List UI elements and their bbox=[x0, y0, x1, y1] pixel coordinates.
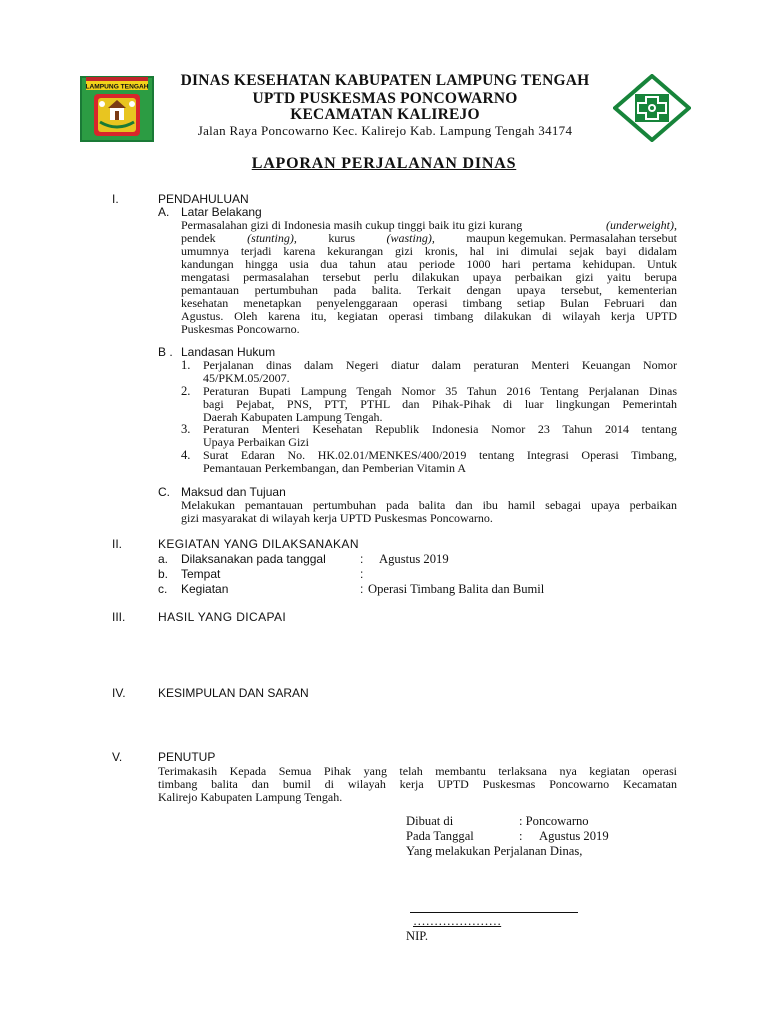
section-2-number: II. bbox=[112, 537, 123, 551]
law-item-line: Surat Edaran No. HK.02.01/MENKES/400/2019 tentang Integrasi Operasi Timbang, bbox=[203, 448, 677, 462]
header-unit: UPTD PUSKESMAS PONCOWARNO bbox=[252, 90, 518, 107]
section-4-title: KESIMPULAN DAN SARAN bbox=[158, 686, 309, 700]
paragraph-line: Permasalahan gizi di Indonesia masih cukup tinggi baik itu gizi kurang bbox=[181, 218, 523, 232]
section-5-number: V. bbox=[112, 750, 123, 764]
paragraph-line: Puskesmas Poncowarno. bbox=[181, 322, 300, 336]
paragraph-line: maupun kegemukan. Permasalahan tersebut bbox=[466, 231, 677, 245]
term-wasting: (wasting), bbox=[386, 231, 435, 245]
activity-row-a-label: a. bbox=[158, 552, 169, 566]
signature-place-value: : Poncowarno bbox=[519, 814, 589, 828]
activity-row-c-label: c. bbox=[158, 582, 168, 596]
law-item-line: Perjalanan dinas dalam Negeri diatur dalam peraturan Menteri Keuangan Nomor bbox=[203, 358, 677, 372]
activity-row-a-colon: : bbox=[360, 552, 364, 566]
signature-date-value: Agustus 2019 bbox=[539, 829, 609, 843]
activity-row-a-name: Dilaksanakan pada tanggal bbox=[181, 552, 326, 566]
paragraph-line: Terimakasih Kepada Semua Pihak yang telah membantu terlaksana nya kegiatan operasi bbox=[158, 764, 677, 778]
subsection-a-label: A. bbox=[158, 205, 170, 219]
term-underweight: (underweight), bbox=[606, 218, 677, 232]
subsection-c-title: Maksud dan Tujuan bbox=[181, 485, 286, 499]
law-item-1-number: 1. bbox=[181, 358, 191, 372]
signature-line bbox=[410, 912, 578, 913]
puskesmas-cross-emblem-icon bbox=[613, 74, 691, 142]
paragraph-line: Agustus. Oleh karena itu, kegiatan operasi timbang dilakukan di wilayah kerja UPTD bbox=[181, 309, 677, 323]
law-item-line: Peraturan Menteri Kesehatan Republik Indonesia Nomor 23 Tahun 2014 tentang bbox=[203, 422, 677, 436]
left-logo-caption: LAMPUNG TENGAH bbox=[85, 83, 149, 91]
section-3-title: HASIL YANG DICAPAI bbox=[158, 610, 287, 624]
header-district: KECAMATAN KALIREJO bbox=[290, 106, 480, 123]
law-item-4-number: 4. bbox=[181, 448, 191, 462]
signature-place-label: Dibuat di bbox=[406, 814, 454, 828]
lampung-tengah-logo bbox=[80, 76, 154, 142]
paragraph-line: gizi masyarakat di wilayah kerja UPTD Puskesmas Poncowarno. bbox=[181, 511, 493, 525]
paragraph-line: Kalirejo Kabupaten Lampung Tengah. bbox=[158, 790, 343, 804]
law-item-1 bbox=[203, 359, 677, 385]
section-1-number: I. bbox=[112, 192, 119, 206]
activity-row-c-value: Operasi Timbang Balita dan Bumil bbox=[368, 582, 545, 596]
activity-row-b-colon: : bbox=[360, 567, 364, 581]
term-kurus: kurus bbox=[328, 231, 355, 245]
law-item-line: Peraturan Bupati Lampung Tengah Nomor 35 Tahun 2016 Tentang Perjalanan Dinas bbox=[203, 384, 677, 398]
penutup-paragraph bbox=[158, 765, 677, 804]
signature-nip: NIP. bbox=[406, 929, 429, 943]
section-3-number: III. bbox=[112, 610, 126, 624]
paragraph-line: mengatasi permasalahan tersebut perlu dilakukan upaya perbaikan gizi yaitu berupa bbox=[181, 270, 677, 284]
section-4-number: IV. bbox=[112, 686, 126, 700]
law-item-line: bagi Pejabat, PNS, PTT, PTHL dan Pihak-Pihak di luar lingkungan Pemerintah bbox=[203, 397, 677, 411]
paragraph-line: kandungan hingga usia dua tahun atau periode 1000 hari pertama kehidupan. Untuk bbox=[181, 257, 677, 271]
activity-row-c-name: Kegiatan bbox=[181, 582, 229, 596]
paragraph-line: kesehatan menetapkan penyelenggaraan operasi timbang setiap Bulan Februari dan bbox=[181, 296, 677, 310]
paragraph-line: timbang balita dan bumil di wilayah kerja UPTD Puskesmas Poncowarno Kecamatan bbox=[158, 777, 677, 791]
law-item-2 bbox=[203, 385, 677, 424]
law-item-3-number: 3. bbox=[181, 422, 191, 436]
subsection-b-label: B . bbox=[158, 345, 173, 359]
section-1-title: PENDAHULUAN bbox=[158, 192, 249, 206]
activity-row-a-value: Agustus 2019 bbox=[379, 552, 449, 566]
signature-name-placeholder: ………………… bbox=[413, 914, 502, 928]
header-agency: DINAS KESEHATAN KABUPATEN LAMPUNG TENGAH bbox=[180, 72, 590, 89]
law-item-line: Daerah Kabupaten Lampung Tengah. bbox=[203, 410, 383, 424]
law-item-3 bbox=[203, 423, 677, 449]
term-stunting: (stunting), bbox=[247, 231, 297, 245]
section-5-title: PENUTUP bbox=[158, 750, 216, 764]
signature-date-label: Pada Tanggal bbox=[406, 829, 474, 843]
term-pendek: pendek bbox=[181, 231, 216, 245]
document-title: LAPORAN PERJALANAN DINAS bbox=[251, 155, 517, 172]
section-2-title: KEGIATAN YANG DILAKSANAKAN bbox=[158, 537, 359, 551]
paragraph-line: Melakukan pemantauan pertumbuhan pada balita dan ibu hamil sebagai upaya perbaikan bbox=[181, 498, 677, 512]
paragraph-line: pemantauan pertumbuhan pada balita. Terkait dengan upaya tersebut, kementerian bbox=[181, 283, 677, 297]
subsection-a-title: Latar Belakang bbox=[181, 205, 262, 219]
law-item-line: Pemantauan Perkembangan, dan Pemberian Vitamin A bbox=[203, 461, 466, 475]
law-item-line: Upaya Perbaikan Gizi bbox=[203, 435, 309, 449]
activity-row-b-name: Tempat bbox=[181, 567, 221, 581]
law-item-2-number: 2. bbox=[181, 384, 191, 398]
activity-row-c-colon: : bbox=[360, 582, 364, 596]
signature-date-colon: : bbox=[519, 829, 523, 843]
signature-statement: Yang melakukan Perjalanan Dinas, bbox=[406, 844, 583, 858]
latar-belakang-paragraph bbox=[181, 219, 677, 336]
maksud-tujuan-paragraph bbox=[181, 499, 677, 525]
subsection-c-label: C. bbox=[158, 485, 170, 499]
law-item-4 bbox=[203, 449, 677, 475]
puskesmas-logo bbox=[613, 74, 691, 142]
activity-row-b-label: b. bbox=[158, 567, 169, 581]
lampung-tengah-emblem-icon bbox=[80, 76, 154, 142]
subsection-b-title: Landasan Hukum bbox=[181, 345, 276, 359]
paragraph-line: umumnya terjadi karena kekurangan gizi kronis, hal ini dimulai sejak bayi didalam bbox=[181, 244, 677, 258]
header-address: Jalan Raya Poncowarno Kec. Kalirejo Kab. Lampung Tengah 34174 bbox=[197, 123, 573, 138]
law-item-line: 45/PKM.05/2007. bbox=[203, 371, 290, 385]
